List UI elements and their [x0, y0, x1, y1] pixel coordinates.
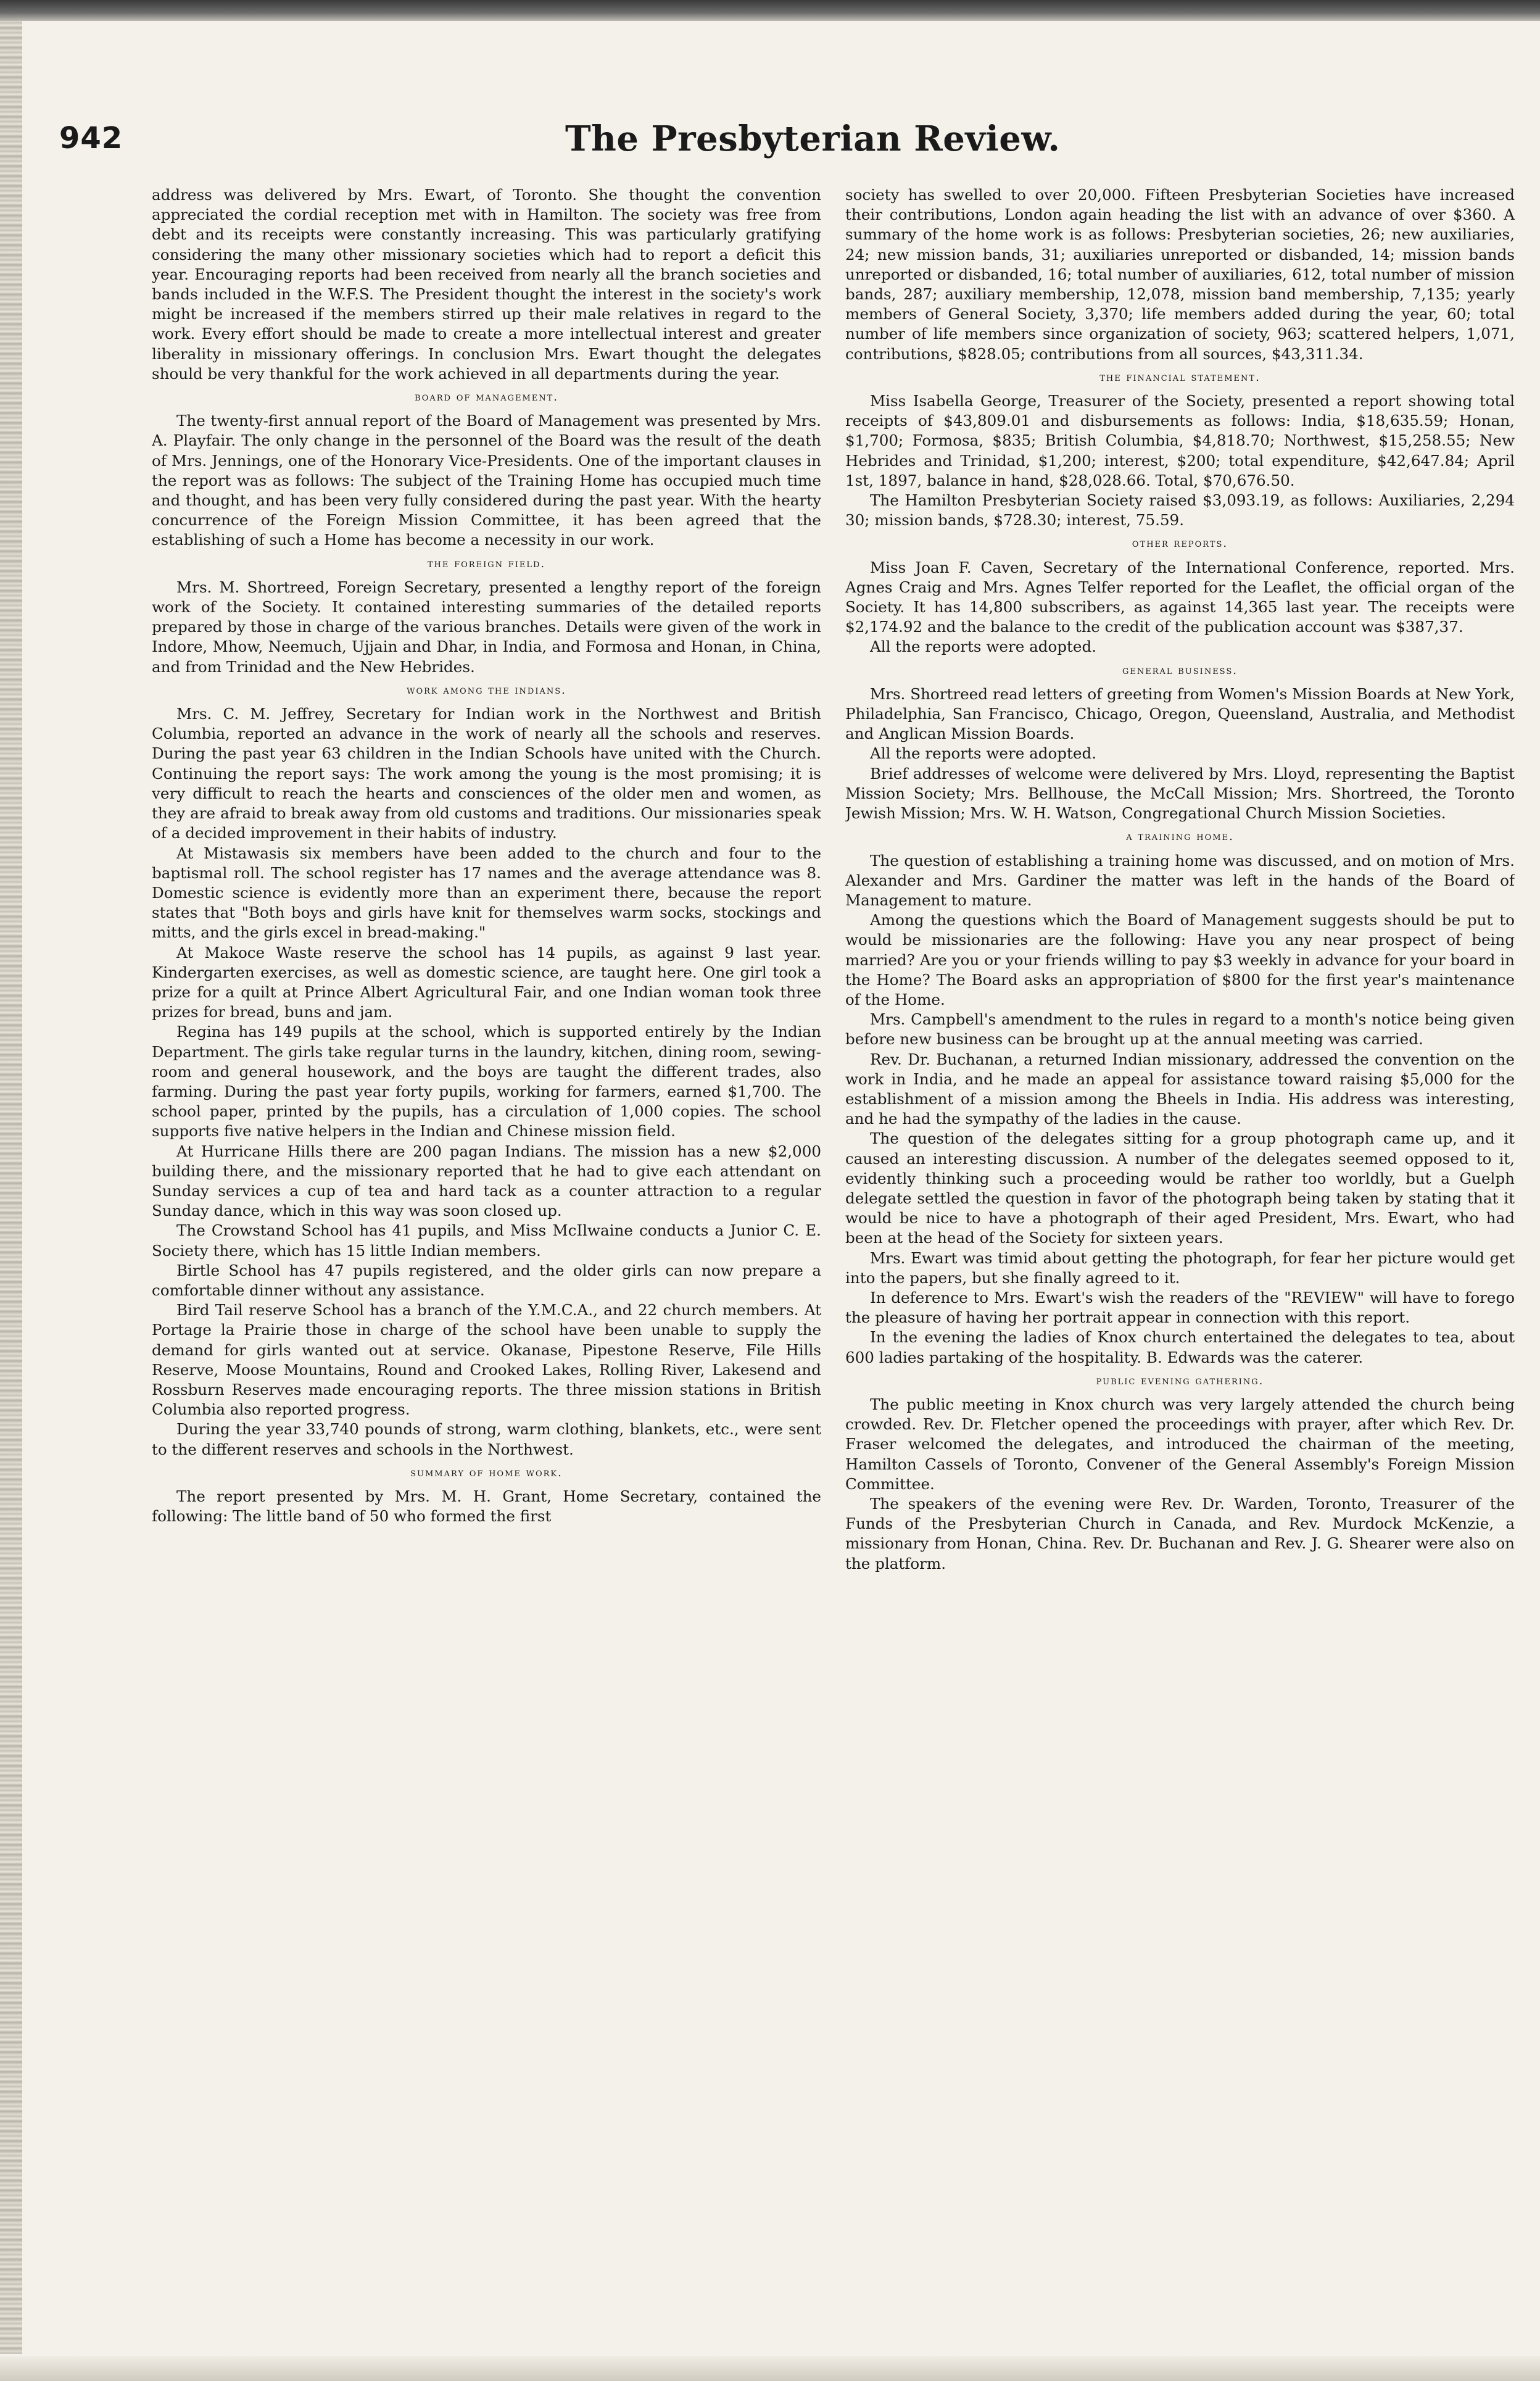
journal-title: The Presbyterian Review. [565, 118, 1061, 159]
paragraph: All the reports were adopted. [870, 744, 1097, 763]
paragraph: Among the questions which the Board of Management suggests should be put to would be missionaries are the following: Have you any near prospect of being married? Are you or your friends willing to pay $3 weekly in advance for your board in the Home? The Board asks an appropriation of $800 for the first year's maintenance of the Home. [845, 911, 1515, 1008]
paragraph: society has swelled to over 20,000. Fifteen Presbyterian Societies have increased their contributions, London again heading the list with an advance of over $360. A summary of the home work is as follows: Presbyterian societies, 26; new auxiliaries, 24; new mission bands, 31; auxiliaries unreported or disbanded, 14; mission bands unreported or disbanded, 16; total number of auxiliaries, 612, total number of mission bands, 287; auxiliary membership, 12,078, mission band membership, 7,135; yearly members of General Society, 3,370; life members added during the year, 60; total number of life members since organization of society, 963; scattered helpers, 1,071, contributions, $828.05; contributions from all sources, $43,311.34. [845, 186, 1515, 363]
paragraph: Miss Joan F. Caven, Secretary of the International Conference, reported. Mrs. Agnes Craig and Mrs. Agnes Telfer reported for the Leaflet, the official organ of the Society. It has 14,800 subscribers, as against 14,365 last year. The receipts were $2,174.92 and the balance to the credit of the publication account was $387,37. [845, 558, 1515, 636]
paragraph: address was delivered by Mrs. Ewart, of Toronto. She thought the convention appreciated the cordial reception met with in Hamilton. The society was free from debt and its receipts were constantly increasing. This was particularly gratifying considering the many other missionary societies which had to report a deficit this year. Encouraging reports had been received from nearly all the branch societies and bands included in the W.F.S. The President thought the interest in the society's work might be increased if the members stirred up their male relatives in regard to the work. Every effort should be made to create a more intellectual interest and greater liberality in missionary offerings. In conclusion Mrs. Ewart thought the delegates should be very thankful for the work achieved in all departments during the year. [152, 186, 821, 383]
right-column [845, 185, 1515, 2327]
section-heading: work among the indians. [407, 683, 566, 697]
paragraph: Brief addresses of welcome were delivered by Mrs. Lloyd, representing the Baptist Mission Society; Mrs. Bellhouse, the McCall Mission; Mrs. Shortreed, the Toronto Jewish Mission; Mrs. W. H. Watson, Congregational Church Mission Societies. [845, 764, 1515, 823]
paragraph: Mrs. Ewart was timid about getting the photograph, for fear her picture would get into the papers, but she finally agreed to it. [845, 1249, 1515, 1287]
paragraph: The Crowstand School has 41 pupils, and Miss McIlwaine conducts a Junior C. E. Society there, which has 15 little Indian members. [152, 1221, 821, 1260]
section-heading: summary of home work. [410, 1466, 563, 1479]
paragraph: The report presented by Mrs. M. H. Grant, Home Secretary, contained the following: The little band of 50 who formed the first [152, 1487, 821, 1526]
paragraph: The public meeting in Knox church was very largely attended the church being crowded. Rev. Dr. Fletcher opened the proceedings with prayer, after which Rev. Dr. Fraser welcomed the delegates, and introduced the chairman of the meeting, Hamilton Cassels of Toronto, Convener of the General Assembly's Foreign Mission Committee. [845, 1395, 1515, 1493]
section-heading: the financial statement. [1099, 370, 1261, 384]
paragraph: At Hurricane Hills there are 200 pagan Indians. The mission has a new $2,000 building there, and the missionary reported that he had to give each attendant on Sunday services a cup of tea and hard tack as a counter attraction to a regular Sunday dance, which in this way was soon closed up. [152, 1142, 821, 1220]
paragraph: Mrs. M. Shortreed, Foreign Secretary, presented a lengthy report of the foreign work of the Society. It contained interesting summaries of the detailed reports prepared by those in charge of the various branches. Details were given of the work in Indore, Mhow, Neemuch, Ujjain and Dhar, in India, and Formosa and Honan, in China, and from Trinidad and the New Hebrides. [152, 578, 821, 676]
paragraph: The Hamilton Presbyterian Society raised $3,093.19, as follows: Auxiliaries, 2,294 30; mission bands, $728.30; interest, 75.59. [845, 491, 1515, 530]
page-number: 942 [59, 121, 123, 156]
section-heading: the foreign field. [427, 557, 546, 570]
paragraph: Birtle School has 47 pupils registered, and the older girls can now prepare a comfortable dinner without any assistance. [152, 1261, 821, 1299]
section-heading: public evening gathering. [1096, 1374, 1264, 1387]
page-header [59, 118, 1429, 170]
paragraph: Miss Isabella George, Treasurer of the Society, presented a report showing total receipts of $43,809.01 and disbursements as follows: India, $18,635.59; Honan, $1,700; Formosa, $835; British Columbia, $4,818.70; Northwest, $15,258.55; New Hebrides and Trinidad, $1,200; interest, $200; total expenditure, $42,647.84; April 1st, 1897, balance in hand, $28,028.66. Total, $70,676.50. [845, 392, 1515, 489]
paragraph: The speakers of the evening were Rev. Dr. Warden, Toronto, Treasurer of the Funds of the Presbyterian Church in Canada, and Rev. Murdock McKenzie, a missionary from Honan, China. Rev. Dr. Buchanan and Rev. J. G. Shearer were also on the platform. [845, 1495, 1515, 1573]
paragraph: At Mistawasis six members have been added to the church and four to the baptismal roll. The school register has 17 names and the average attendance was 8. Domestic science is evidently more than an experiment there, because the report states that "Both boys and girls have knit for themselves warm socks, stockings and mitts, and the girls excel in bread-making." [152, 844, 821, 942]
paragraph: In deference to Mrs. Ewart's wish the readers of the "REVIEW" will have to forego the pleasure of having her portrait appear in connection with this report. [845, 1288, 1515, 1327]
left-column [152, 185, 821, 2327]
section-heading: board of management. [414, 391, 559, 404]
paragraph: During the year 33,740 pounds of strong, warm clothing, blankets, etc., were sent to the different reserves and schools in the Northwest. [152, 1420, 821, 1458]
paragraph: Bird Tail reserve School has a branch of the Y.M.C.A., and 22 church members. At Portage la Prairie those in charge of the school have been unable to supply the demand for girls wanted out at service. Okanase, Pipestone Reserve, File Hills Reserve, Moose Mountains, Round and Crooked Lakes, Rolling River, Lakesend and Rossburn Reserves made encouraging reports. The three mission stations in British Columbia also reported progress. [152, 1301, 821, 1419]
paragraph: Rev. Dr. Buchanan, a returned Indian missionary, addressed the convention on the work in India, and he made an appeal for assistance toward raising $5,000 for the establishment of a mission among the Bheels in India. His address was interesting, and he had the sympathy of the ladies in the cause. [845, 1050, 1515, 1128]
scan-left-edge [0, 21, 22, 2354]
paragraph: The question of the delegates sitting for a group photograph came up, and it caused an interesting discussion. A number of the delegates seemed opposed to it, evidently thinking such a proceeding would be rather too worldly, but a Guelph delegate settled the question in favor of the photograph being taken by stating that it would be nice to have a photograph of their aged President, Mrs. Ewart, who had been at the head of the Society for sixteen years. [845, 1129, 1515, 1247]
paragraph: At Makoce Waste reserve the school has 14 pupils, as against 9 last year. Kindergarten exercises, as well as domestic science, are taught here. One girl took a prize for a quilt at Prince Albert Agricultural Fair, and one Indian woman took three prizes for bread, buns and jam. [152, 943, 821, 1021]
paragraph: The question of establishing a training home was discussed, and on motion of Mrs. Alexander and Mrs. Gardiner the matter was left in the hands of the Board of Management to mature. [845, 851, 1515, 909]
paragraph: Mrs. C. M. Jeffrey, Secretary for Indian work in the Northwest and British Columbia, reported an advance in the work of nearly all the schools and reserves. During the past year 63 children in the Indian Schools have united with the Church. Continuing the report says: The work among the young is the most promising; it is very difficult to reach the hearts and consciences of the older men and women, as they are afraid to break away from old customs and traditions. Our missionaries speak of a decided improvement in their habits of industry. [152, 705, 821, 842]
paragraph: In the evening the ladies of Knox church entertained the delegates to tea, about 600 ladies partaking of the hospitality. B. Edwards was the caterer. [845, 1328, 1515, 1366]
section-heading: general business. [1122, 663, 1238, 677]
paragraph: The twenty-first annual report of the Board of Management was presented by Mrs. A. Playfair. The only change in the personnel of the Board was the result of the death of Mrs. Jennings, one of the Honorary Vice-Presidents. One of the important clauses in the report was as follows: The subject of the Training Home has occupied much time and thought, and has been very fully considered during the past year. With the hearty concurrence of the Foreign Mission Committee, it has been agreed that the establishing of such a Home has become a necessity in our work. [152, 412, 821, 549]
paragraph: Mrs. Shortreed read letters of greeting from Women's Mission Boards at New York, Philadelphia, San Francisco, Chicago, Oregon, Queensland, Australia, and Methodist and Anglican Mission Boards. [845, 684, 1515, 743]
paragraph: All the reports were adopted. [870, 638, 1097, 656]
scan-bottom-edge [0, 2356, 1540, 2381]
section-heading: other reports. [1132, 537, 1228, 551]
paragraph: Mrs. Campbell's amendment to the rules in regard to a month's notice being given before new business can be brought up at the annual meeting was carried. [845, 1010, 1515, 1049]
paragraph: Regina has 149 pupils at the school, which is supported entirely by the Indian Department. The girls take regular turns in the laundry, kitchen, dining room, sewing-room and general housework, and the boys are taught the different trades, also farming. During the past year forty pupils, working for farmers, earned $1,700. The school paper, printed by the pupils, has a circulation of 1,000 copies. The school supports five native helpers in the Indian and Chinese mission field. [152, 1023, 821, 1141]
scan-top-band [0, 0, 1540, 21]
section-heading: a training home. [1126, 830, 1234, 844]
